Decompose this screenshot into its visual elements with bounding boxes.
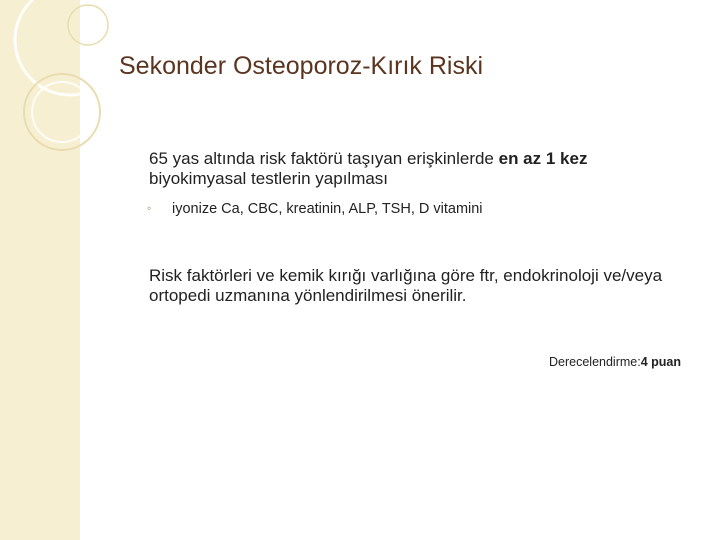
- grading-label: Derecelendirme:: [549, 355, 641, 369]
- sub-bullet-tests: [147, 201, 483, 217]
- sub-bullet-icon: ◦: [147, 201, 152, 215]
- bullet-text-before: 65 yas altında risk faktörü taşıyan erişkinlerde: [149, 149, 499, 168]
- bullet-referral: [149, 266, 694, 306]
- bullet-biochemical-tests: [149, 149, 689, 189]
- sub-bullet-text: iyonize Ca, CBC, kreatinin, ALP, TSH, D vitamini: [172, 201, 483, 217]
- bullet-text-bold: en az 1 kez: [498, 149, 588, 168]
- grading-note: [549, 355, 681, 369]
- grading-value: 4 puan: [640, 355, 682, 369]
- bullet-text-after: biyokimyasal testlerin yapılması: [149, 169, 389, 188]
- slide-title: Sekonder Osteoporoz-Kırık Riski: [119, 52, 484, 80]
- bullet-text: Risk faktörleri ve kemik kırığı varlığına göre ftr, endokrinoloji ve/veya ortopedi uzmanına yönlendirilmesi önerilir.: [149, 266, 663, 305]
